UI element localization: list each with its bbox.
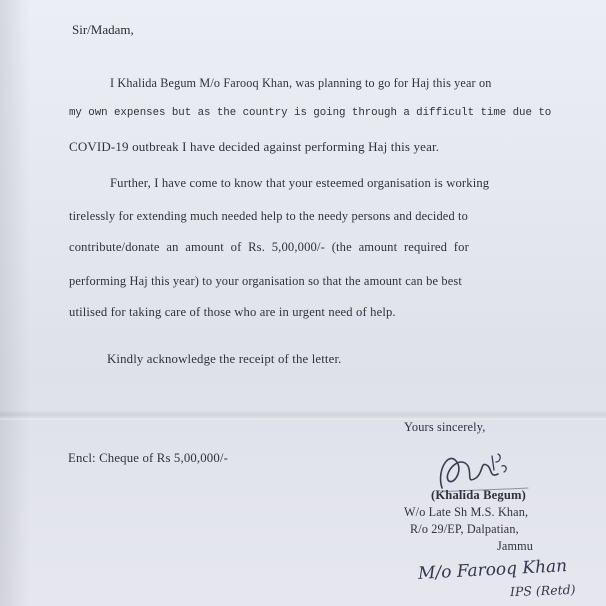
salutation: Sir/Madam, xyxy=(72,22,134,37)
paper-fold xyxy=(0,410,606,420)
para2-line2: tirelessly for extending much needed help to the needy persons and decided to xyxy=(69,209,468,223)
sender-line3: Jammu xyxy=(497,539,533,553)
sender-line1: W/o Late Sh M.S. Khan, xyxy=(404,505,529,519)
para2-line4: performing Haj this year) to your organisation so that the amount can be best xyxy=(69,274,462,288)
handwritten-note-line2: IPS (Retd) xyxy=(509,581,576,600)
para1-line3: COVID-19 outbreak I have decided against performing Haj this year. xyxy=(69,139,440,154)
handwritten-note-line1: M/o Farooq Khan xyxy=(417,556,568,584)
para1-line2-text: my own expenses but as the country is going through a difficult time due to xyxy=(69,107,552,119)
page-shadow xyxy=(0,0,30,606)
para1-line1: I Khalida Begum M/o Farooq Khan, was planning to go for Haj this year on xyxy=(110,76,492,90)
para2-line3: contribute/donate an amount of Rs. 5,00,000/- (the amount required for xyxy=(69,240,469,254)
para2-line1: Further, I have come to know that your esteemed organisation is working xyxy=(110,176,490,190)
para1-line2 xyxy=(69,105,552,119)
acknowledge-line: Kindly acknowledge the receipt of the letter. xyxy=(107,352,342,366)
para2-line5: utilised for taking care of those who are in urgent need of help. xyxy=(69,305,396,319)
closing: Yours sincerely, xyxy=(404,420,486,434)
sender-name: (Khalida Begum) xyxy=(431,488,526,502)
sender-line2: R/o 29/EP, Dalpatian, xyxy=(410,522,519,536)
enclosure: Encl: Cheque of Rs 5,00,000/- xyxy=(68,451,229,465)
